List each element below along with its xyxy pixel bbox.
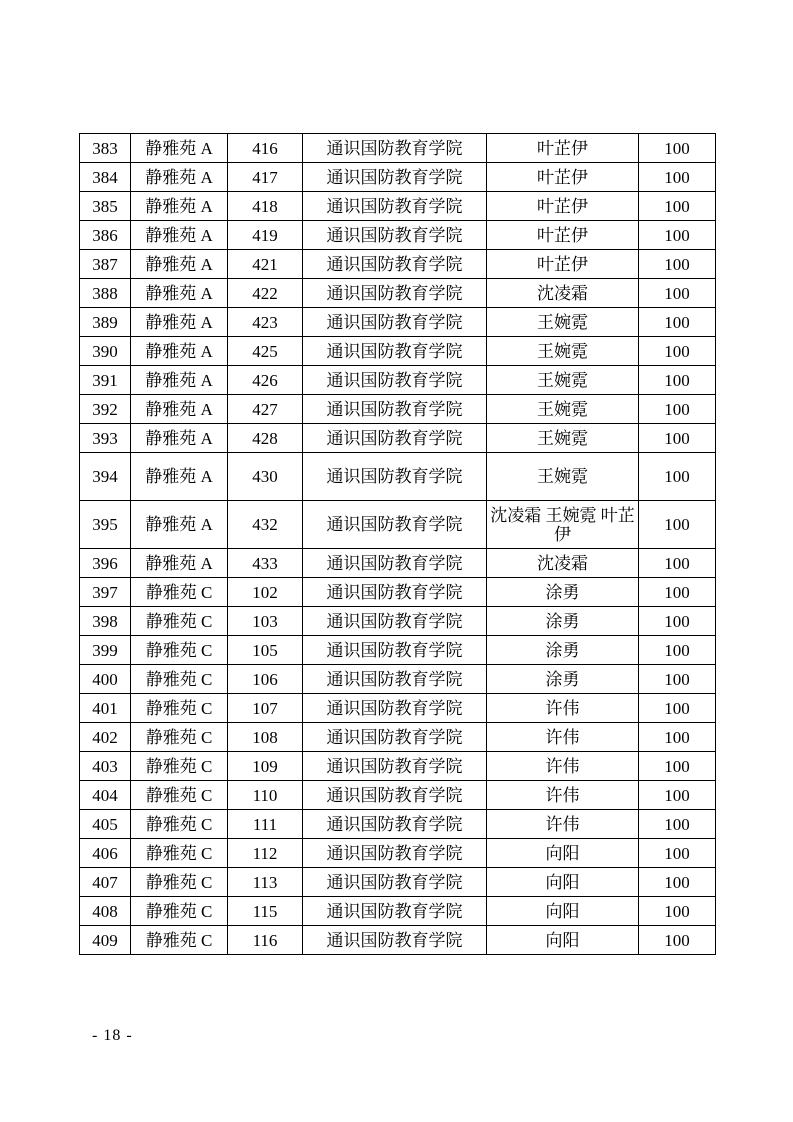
- inspector-cell: 向阳: [487, 897, 639, 926]
- table-row: [80, 163, 716, 192]
- score-cell: 100: [639, 578, 716, 607]
- score-cell: 100: [639, 723, 716, 752]
- score-cell: 100: [639, 453, 716, 501]
- score-cell: 100: [639, 839, 716, 868]
- table-row: [80, 636, 716, 665]
- table-row: [80, 868, 716, 897]
- score-cell: 100: [639, 163, 716, 192]
- building-cell: 静雅苑 A: [131, 163, 228, 192]
- college-cell: 通识国防教育学院: [303, 250, 487, 279]
- college-cell: 通识国防教育学院: [303, 424, 487, 453]
- table-row: [80, 308, 716, 337]
- inspector-cell: 涂勇: [487, 636, 639, 665]
- score-cell: 100: [639, 279, 716, 308]
- inspector-cell: 许伟: [487, 810, 639, 839]
- building-cell: 静雅苑 C: [131, 665, 228, 694]
- room-number-cell: 422: [228, 279, 303, 308]
- room-number-cell: 432: [228, 501, 303, 549]
- room-number-cell: 111: [228, 810, 303, 839]
- building-cell: 静雅苑 C: [131, 781, 228, 810]
- table-row: [80, 897, 716, 926]
- table-row: [80, 926, 716, 955]
- row-index-cell: 405: [80, 810, 131, 839]
- college-cell: 通识国防教育学院: [303, 192, 487, 221]
- score-cell: 100: [639, 868, 716, 897]
- score-cell: 100: [639, 781, 716, 810]
- room-number-cell: 427: [228, 395, 303, 424]
- row-index-cell: 396: [80, 549, 131, 578]
- dormitory-score-table: [79, 133, 716, 955]
- room-number-cell: 416: [228, 134, 303, 163]
- inspector-cell: 王婉霓: [487, 337, 639, 366]
- row-index-cell: 398: [80, 607, 131, 636]
- score-cell: 100: [639, 897, 716, 926]
- college-cell: 通识国防教育学院: [303, 810, 487, 839]
- table-row: [80, 781, 716, 810]
- score-cell: 100: [639, 337, 716, 366]
- table-row: [80, 221, 716, 250]
- room-number-cell: 105: [228, 636, 303, 665]
- college-cell: 通识国防教育学院: [303, 395, 487, 424]
- inspector-cell: 向阳: [487, 926, 639, 955]
- building-cell: 静雅苑 A: [131, 279, 228, 308]
- score-cell: 100: [639, 395, 716, 424]
- inspector-cell: 向阳: [487, 839, 639, 868]
- college-cell: 通识国防教育学院: [303, 694, 487, 723]
- inspector-cell: 王婉霓: [487, 453, 639, 501]
- table-row: [80, 501, 716, 549]
- college-cell: 通识国防教育学院: [303, 279, 487, 308]
- building-cell: 静雅苑 A: [131, 221, 228, 250]
- inspector-cell: 沈凌霜: [487, 279, 639, 308]
- row-index-cell: 409: [80, 926, 131, 955]
- college-cell: 通识国防教育学院: [303, 366, 487, 395]
- score-cell: 100: [639, 134, 716, 163]
- college-cell: 通识国防教育学院: [303, 578, 487, 607]
- building-cell: 静雅苑 A: [131, 134, 228, 163]
- score-cell: 100: [639, 926, 716, 955]
- college-cell: 通识国防教育学院: [303, 665, 487, 694]
- college-cell: 通识国防教育学院: [303, 501, 487, 549]
- room-number-cell: 423: [228, 308, 303, 337]
- table-row: [80, 279, 716, 308]
- college-cell: 通识国防教育学院: [303, 897, 487, 926]
- table-row: [80, 192, 716, 221]
- score-cell: 100: [639, 308, 716, 337]
- college-cell: 通识国防教育学院: [303, 607, 487, 636]
- score-cell: 100: [639, 501, 716, 549]
- row-index-cell: 408: [80, 897, 131, 926]
- room-number-cell: 106: [228, 665, 303, 694]
- row-index-cell: 399: [80, 636, 131, 665]
- table-row: [80, 134, 716, 163]
- room-number-cell: 110: [228, 781, 303, 810]
- building-cell: 静雅苑 C: [131, 694, 228, 723]
- college-cell: 通识国防教育学院: [303, 163, 487, 192]
- table-row: [80, 839, 716, 868]
- room-number-cell: 113: [228, 868, 303, 897]
- room-number-cell: 103: [228, 607, 303, 636]
- building-cell: 静雅苑 A: [131, 501, 228, 549]
- table-row: [80, 810, 716, 839]
- table-row: [80, 337, 716, 366]
- inspector-cell: 许伟: [487, 752, 639, 781]
- table-row: [80, 549, 716, 578]
- inspector-cell: 王婉霓: [487, 366, 639, 395]
- row-index-cell: 392: [80, 395, 131, 424]
- inspector-cell: 叶芷伊: [487, 250, 639, 279]
- row-index-cell: 393: [80, 424, 131, 453]
- room-number-cell: 108: [228, 723, 303, 752]
- row-index-cell: 397: [80, 578, 131, 607]
- room-number-cell: 112: [228, 839, 303, 868]
- building-cell: 静雅苑 C: [131, 897, 228, 926]
- row-index-cell: 400: [80, 665, 131, 694]
- room-number-cell: 109: [228, 752, 303, 781]
- table-row: [80, 366, 716, 395]
- building-cell: 静雅苑 C: [131, 810, 228, 839]
- building-cell: 静雅苑 A: [131, 549, 228, 578]
- inspector-cell: 许伟: [487, 694, 639, 723]
- table-row: [80, 395, 716, 424]
- inspector-cell: 沈凌霜: [487, 549, 639, 578]
- table-row: [80, 665, 716, 694]
- row-index-cell: 395: [80, 501, 131, 549]
- page-number: - 18 -: [92, 1027, 133, 1044]
- room-number-cell: 426: [228, 366, 303, 395]
- college-cell: 通识国防教育学院: [303, 636, 487, 665]
- table-row: [80, 453, 716, 501]
- row-index-cell: 385: [80, 192, 131, 221]
- inspector-cell: 王婉霓: [487, 395, 639, 424]
- college-cell: 通识国防教育学院: [303, 926, 487, 955]
- college-cell: 通识国防教育学院: [303, 839, 487, 868]
- room-number-cell: 433: [228, 549, 303, 578]
- row-index-cell: 404: [80, 781, 131, 810]
- inspector-cell: 王婉霓: [487, 308, 639, 337]
- building-cell: 静雅苑 A: [131, 308, 228, 337]
- inspector-cell: 叶芷伊: [487, 134, 639, 163]
- inspector-cell: 许伟: [487, 781, 639, 810]
- score-cell: 100: [639, 694, 716, 723]
- college-cell: 通识国防教育学院: [303, 723, 487, 752]
- room-number-cell: 115: [228, 897, 303, 926]
- inspector-cell: 向阳: [487, 868, 639, 897]
- row-index-cell: 402: [80, 723, 131, 752]
- table-row: [80, 250, 716, 279]
- score-cell: 100: [639, 424, 716, 453]
- row-index-cell: 384: [80, 163, 131, 192]
- inspector-cell: 王婉霓: [487, 424, 639, 453]
- college-cell: 通识国防教育学院: [303, 781, 487, 810]
- score-cell: 100: [639, 221, 716, 250]
- room-number-cell: 428: [228, 424, 303, 453]
- building-cell: 静雅苑 A: [131, 424, 228, 453]
- room-number-cell: 421: [228, 250, 303, 279]
- building-cell: 静雅苑 A: [131, 192, 228, 221]
- building-cell: 静雅苑 A: [131, 395, 228, 424]
- room-number-cell: 102: [228, 578, 303, 607]
- row-index-cell: 388: [80, 279, 131, 308]
- room-number-cell: 417: [228, 163, 303, 192]
- building-cell: 静雅苑 C: [131, 752, 228, 781]
- row-index-cell: 394: [80, 453, 131, 501]
- row-index-cell: 383: [80, 134, 131, 163]
- score-cell: 100: [639, 636, 716, 665]
- row-index-cell: 389: [80, 308, 131, 337]
- building-cell: 静雅苑 A: [131, 337, 228, 366]
- inspector-cell: 涂勇: [487, 607, 639, 636]
- row-index-cell: 407: [80, 868, 131, 897]
- inspector-cell: 涂勇: [487, 578, 639, 607]
- college-cell: 通识国防教育学院: [303, 308, 487, 337]
- college-cell: 通识国防教育学院: [303, 453, 487, 501]
- table-row: [80, 752, 716, 781]
- row-index-cell: 387: [80, 250, 131, 279]
- score-cell: 100: [639, 810, 716, 839]
- room-number-cell: 419: [228, 221, 303, 250]
- room-number-cell: 425: [228, 337, 303, 366]
- building-cell: 静雅苑 A: [131, 366, 228, 395]
- college-cell: 通识国防教育学院: [303, 134, 487, 163]
- table-row: [80, 723, 716, 752]
- score-cell: 100: [639, 607, 716, 636]
- building-cell: 静雅苑 C: [131, 926, 228, 955]
- college-cell: 通识国防教育学院: [303, 337, 487, 366]
- table-body: [80, 134, 716, 955]
- inspector-cell: 叶芷伊: [487, 221, 639, 250]
- building-cell: 静雅苑 C: [131, 723, 228, 752]
- row-index-cell: 390: [80, 337, 131, 366]
- score-cell: 100: [639, 250, 716, 279]
- score-cell: 100: [639, 549, 716, 578]
- table-row: [80, 694, 716, 723]
- inspector-cell: 叶芷伊: [487, 163, 639, 192]
- score-cell: 100: [639, 752, 716, 781]
- score-cell: 100: [639, 665, 716, 694]
- table-row: [80, 607, 716, 636]
- row-index-cell: 386: [80, 221, 131, 250]
- score-cell: 100: [639, 192, 716, 221]
- inspector-cell: 许伟: [487, 723, 639, 752]
- building-cell: 静雅苑 C: [131, 607, 228, 636]
- college-cell: 通识国防教育学院: [303, 221, 487, 250]
- inspector-cell: 叶芷伊: [487, 192, 639, 221]
- building-cell: 静雅苑 A: [131, 453, 228, 501]
- row-index-cell: 406: [80, 839, 131, 868]
- building-cell: 静雅苑 C: [131, 868, 228, 897]
- college-cell: 通识国防教育学院: [303, 868, 487, 897]
- row-index-cell: 391: [80, 366, 131, 395]
- inspector-cell: 涂勇: [487, 665, 639, 694]
- college-cell: 通识国防教育学院: [303, 549, 487, 578]
- row-index-cell: 401: [80, 694, 131, 723]
- building-cell: 静雅苑 C: [131, 636, 228, 665]
- table-row: [80, 424, 716, 453]
- building-cell: 静雅苑 C: [131, 839, 228, 868]
- building-cell: 静雅苑 C: [131, 578, 228, 607]
- row-index-cell: 403: [80, 752, 131, 781]
- score-cell: 100: [639, 366, 716, 395]
- room-number-cell: 430: [228, 453, 303, 501]
- college-cell: 通识国防教育学院: [303, 752, 487, 781]
- inspector-cell: 沈凌霜 王婉霓 叶芷伊: [487, 501, 639, 549]
- room-number-cell: 116: [228, 926, 303, 955]
- table-row: [80, 578, 716, 607]
- room-number-cell: 107: [228, 694, 303, 723]
- room-number-cell: 418: [228, 192, 303, 221]
- building-cell: 静雅苑 A: [131, 250, 228, 279]
